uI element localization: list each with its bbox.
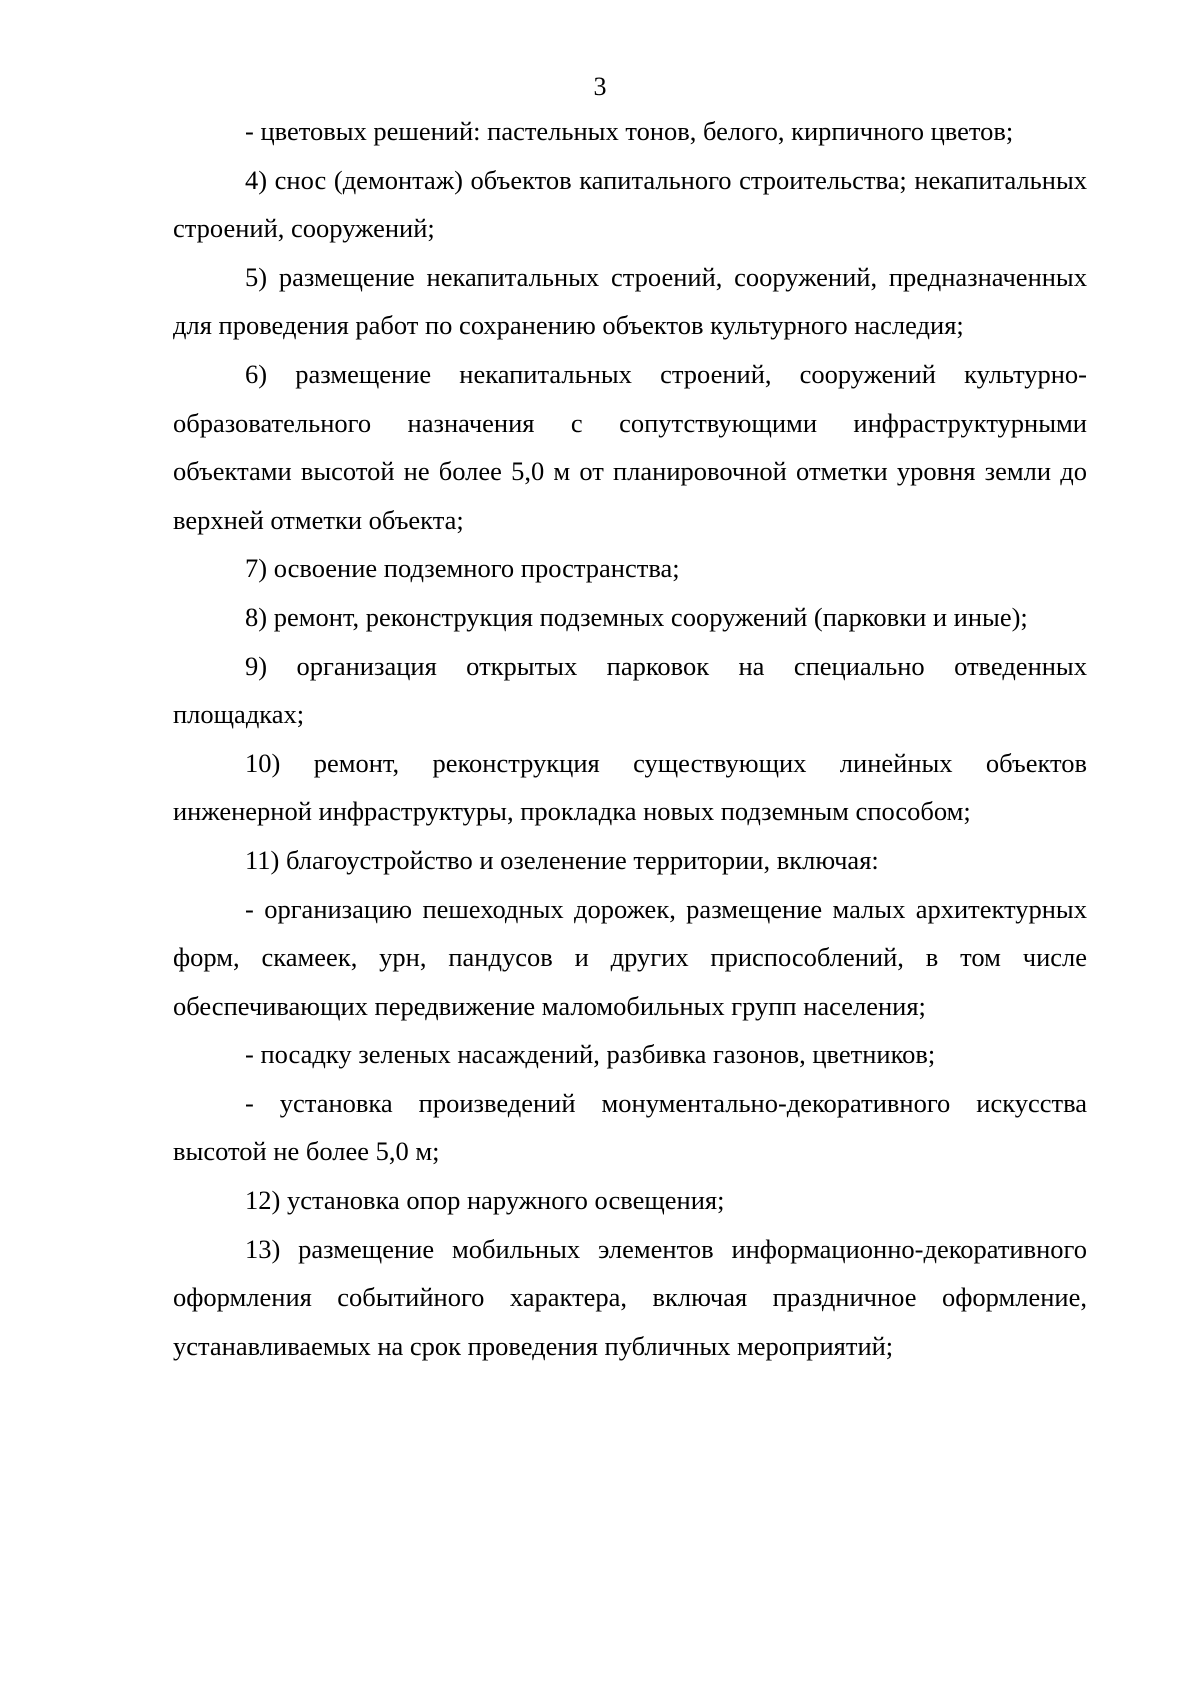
paragraph-item-13: 13) размещение мобильных элементов информационно-декоративного оформления событийного характера, включая праздничное оформление, устанавливаемых на срок проведения публичных мероприятий; xyxy=(173,1233,1087,1361)
paragraph-item-7: 7) освоение подземного пространства; xyxy=(245,553,680,584)
paragraph-item-8: 8) ремонт, реконструкция подземных сооружений (парковки и иные); xyxy=(245,601,1028,632)
paragraph-item-11-sub-plantings: - посадку зеленых насаждений, разбивка газонов, цветников; xyxy=(245,1039,936,1070)
paragraph-color-solutions: - цветовых решений: пастельных тонов, белого, кирпичного цветов; xyxy=(245,116,1014,146)
page-number: 3 xyxy=(593,72,607,101)
paragraph-item-10: 10) ремонт, реконструкция существующих линейных объектов инженерной инфраструктуры, прокладка новых подземным способом; xyxy=(173,747,1087,827)
paragraph-item-4: 4) снос (демонтаж) объектов капитального строительства; некапитальных строений, сооружений; xyxy=(173,164,1087,244)
paragraph-item-6: 6) размещение некапитальных строений, сооружений культурно-образовательного назначения с сопутствующими инфраструктурными объектами высотой не более 5,0 м от планировочной отметки уровня земли до верхней отметки объекта; xyxy=(173,358,1087,535)
paragraph-item-11: 11) благоустройство и озеленение территории, включая: xyxy=(245,844,879,875)
paragraph-item-11-sub-monuments: - установка произведений монументально-декоративного искусства высотой не более 5,0 м; xyxy=(173,1087,1087,1167)
paragraph-item-11-sub-paths: - организацию пешеходных дорожек, размещение малых архитектурных форм, скамеек, урн, пандусов и других приспособлений, в том числе обеспечивающих передвижение маломобильных групп населения; xyxy=(173,893,1087,1021)
paragraph-item-5: 5) размещение некапитальных строений, сооружений, предназначенных для проведения работ по сохранению объектов культурного наследия; xyxy=(173,261,1087,341)
paragraph-item-12: 12) установка опор наружного освещения; xyxy=(245,1185,725,1216)
document-body xyxy=(173,107,1087,1370)
paragraph-item-9: 9) организация открытых парковок на специально отведенных площадках; xyxy=(173,650,1087,730)
